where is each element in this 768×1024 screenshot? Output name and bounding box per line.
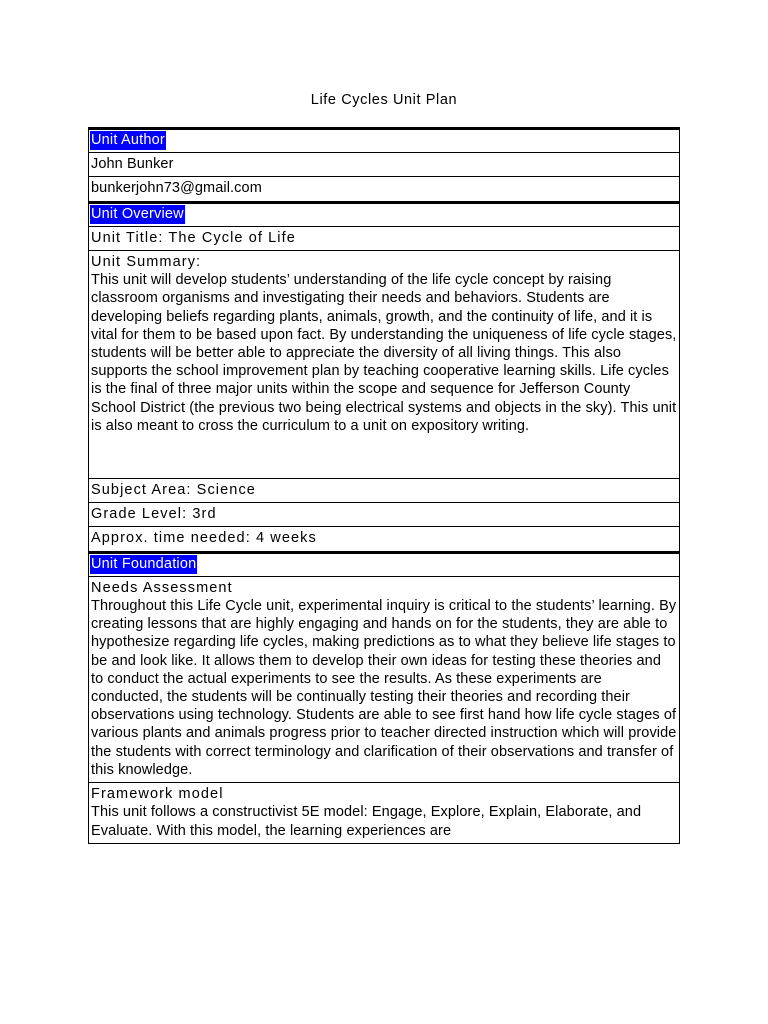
needs-assessment-label: Needs Assessment (91, 579, 233, 596)
unit-summary-label: Unit Summary: (91, 254, 202, 271)
table-row (89, 503, 680, 527)
section-heading-unit-overview: Unit Overview (91, 205, 184, 222)
framework-model-cell (89, 783, 680, 844)
time-needed-text: Approx. time needed: 4 weeks (91, 530, 317, 547)
section-header-cell (89, 202, 680, 226)
section-row-unit-overview (89, 202, 680, 226)
framework-model-label: Framework model (91, 786, 224, 803)
table-row (89, 153, 680, 177)
table-row (89, 226, 680, 250)
unit-title-text: Unit Title: The Cycle of Life (91, 229, 296, 246)
table-row (89, 479, 680, 503)
spacer (91, 435, 677, 475)
table-row (89, 783, 680, 844)
section-header-cell (89, 552, 680, 576)
table-row (89, 251, 680, 479)
table-row (89, 177, 680, 202)
section-heading-unit-author: Unit Author (91, 132, 165, 148)
grade-level (89, 503, 680, 527)
table-row (89, 527, 680, 552)
time-needed (89, 527, 680, 552)
table-row (89, 576, 680, 782)
section-row-unit-foundation (89, 552, 680, 576)
framework-model-text: This unit follows a constructivist 5E model: Engage, Explore, Explain, Elaborate, and Evaluate. With this model, the learning experiences are (91, 804, 642, 839)
grade-level-text: Grade Level: 3rd (91, 506, 217, 523)
unit-title (89, 226, 680, 250)
subject-area (89, 479, 680, 503)
section-heading-unit-foundation: Unit Foundation (91, 555, 197, 572)
section-header-cell (89, 129, 680, 153)
section-row-unit-author (89, 129, 680, 153)
document-title: Life Cycles Unit Plan (310, 92, 458, 108)
needs-assessment-text: Throughout this Life Cycle unit, experimental inquiry is critical to the students’ learning. By creating lessons that are highly engaging and hands on for the students, they are able to hypothesize regarding life cycles, making predictions as to what they believe life stages to be and look like. It allows them to develop their own ideas for testing these theories and to conduct the actual experiments to see the results. As these experiments are conducted, the students will be continually testing their theories and recording their observations using technology. Students are able to see first hand how life cycle stages of various plants and animals progress prior to teacher directed instruction which will provide the students with correct terminology and clarification of their observations and transfer of this knowledge. (91, 598, 677, 778)
needs-assessment-cell (89, 576, 680, 782)
unit-summary-text: This unit will develop students’ understanding of the life cycle concept by raising classroom organisms and investigating their needs and behaviors. Students are developing beliefs regarding plants, animals, growth, and the continuity of life, and it is vital for them to be based upon fact. By understanding the uniqueness of life cycle stages, students will be better able to appreciate the diversity of all living things. This also supports the school improvement plan by teaching cooperative learning skills. Life cycles is the final of three major units within the scope and sequence for Jefferson County School District (the previous two being electrical systems and objects in the sky). This unit is also meant to cross the curriculum to a unit on expository writing. (91, 272, 677, 434)
unit-summary-cell (89, 251, 680, 479)
author-email: bunkerjohn73@gmail.com (89, 177, 680, 202)
author-name: John Bunker (89, 153, 680, 177)
subject-area-text: Subject Area: Science (91, 482, 256, 499)
unit-plan-table (88, 127, 680, 844)
